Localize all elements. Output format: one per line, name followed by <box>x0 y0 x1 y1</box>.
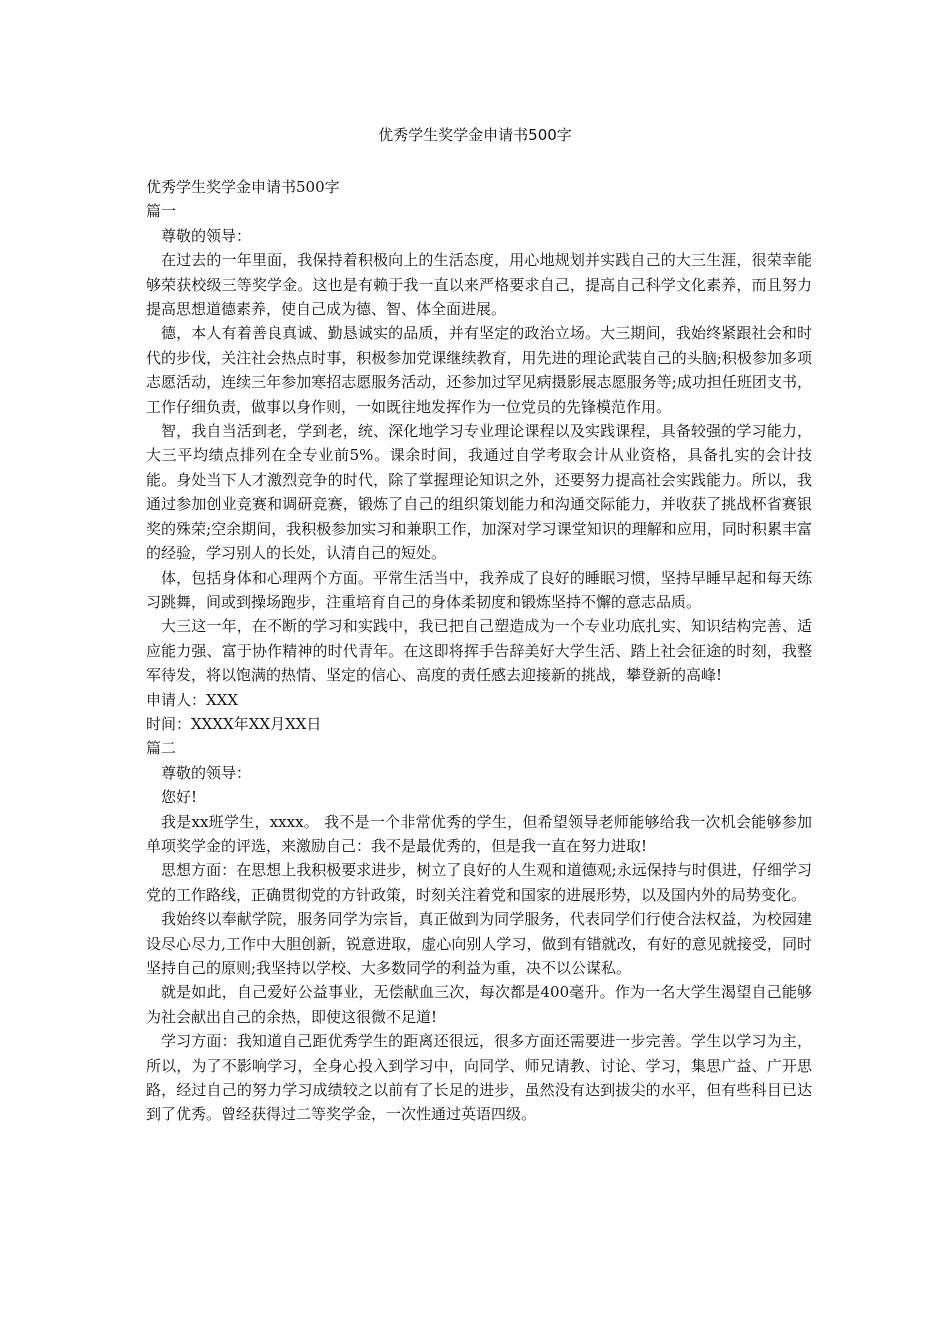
part2-paragraph: 我始终以奉献学院，服务同学为宗旨，真正做到为同学服务，代表同学们行使合法权益，为校园建设尽心尽力,工作中大胆创新，锐意进取，虚心向别人学习，做到有错就改，有好的意见就接受，同时坚持自己的原则;我坚持以学校、大多数同学的利益为重，决不以公谋私。 <box>146 910 812 977</box>
part1-paragraph: 在过去的一年里面，我保持着积极向上的生活态度，用心地规划并实践自己的大三生涯，很荣幸能够荣获校级三等奖学金。这也是有赖于我一直以来严格要求自己，提高自己科学文化素养，而且努力提高思想道德素养，使自己成为德、智、体全面进展。 <box>146 251 812 319</box>
applicant-line: 申请人：XXX <box>146 690 239 709</box>
part2-paragraph: 我是xx班学生，xxxx。 我不是一个非常优秀的学生，但希望领导老师能够给我一次机会能够参加单项奖学金的评选，来激励自己：我不是最优秀的，但是我一直在努力进取! <box>146 812 812 855</box>
part2-greeting: 您好! <box>161 788 198 807</box>
part2-salutation: 尊敬的领导： <box>161 763 252 782</box>
part2-heading: 篇二 <box>146 739 177 758</box>
part1-paragraph: 德，本人有着善良真诚、勤恳诚实的品质，并有坚定的政治立场。大三期间，我始终紧跟社会和时代的步伐，关注社会热点时事，积极参加党课继续教育，用先进的理论武装自己的头脑;积极参加多项志愿活动，连续三年参加寒招志愿服务活动，还参加过罕见病摄影展志愿服务等;成功担任班团支书，工作仔细负责，做事以身作则，一如既往地发挥作为一位党员的先锋模范作用。 <box>146 324 812 416</box>
part1-salutation: 尊敬的领导： <box>161 226 252 245</box>
part1-paragraph: 体，包括身体和心理两个方面。平常生活当中，我养成了良好的睡眠习惯，坚持早睡早起和每天练习跳舞，间或到操场跑步，注重培育自己的身体柔韧度和锻炼坚持不懈的意志品质。 <box>146 568 812 611</box>
part2-paragraph: 学习方面：我知道自己距优秀学生的距离还很远，很多方面还需要进一步完善。学生以学习为主，所以，为了不影响学习，全身心投入到学习中，向同学、师兄请教、讨论、学习，集思广益、广开思路，经过自己的努力学习成绩较之以前有了长足的进步，虽然没有达到拔尖的水平，但有些科目已达到了优秀。曾经获得过二等奖学金，一次性通过英语四级。 <box>146 1032 812 1124</box>
part1-paragraph: 大三这一年，在不断的学习和实践中，我已把自己塑造成为一个专业功底扎实、知识结构完善、适应能力强、富于协作精神的时代青年。在这即将挥手告辞美好大学生活、踏上社会征途的时刻，我整军待发，将以饱满的热情、坚定的信心、高度的责任感去迎接新的挑战，攀登新的高峰! <box>146 617 812 685</box>
part2-paragraph: 就是如此，自己爱好公益事业，无偿献血三次，每次都是400毫升。作为一名大学生渴望自己能够为社会献出自己的余热，即使这很微不足道! <box>146 983 812 1026</box>
part2-paragraph: 思想方面：在思想上我积极要求进步，树立了良好的人生观和道德观;永远保持与时俱进，仔细学习党的工作路线，正确贯彻党的方针政策，时刻关注着党和国家的进展形势，以及国内外的局势变化。 <box>146 861 812 904</box>
date-line: 时间：XXXX年XX月XX日 <box>146 714 322 733</box>
document-body <box>146 175 812 1127</box>
page-title: 优秀学生奖学金申请书500字 <box>378 126 572 144</box>
part1-paragraph: 智，我自当活到老，学到老，统、深化地学习专业理论课程以及实践课程，具备较强的学习能力，大三平均绩点排列在全专业前5%。课余时间，我通过自学考取会计从业资格，具备扎实的会计技能。身处当下人才激烈竞争的时代，除了掌握理论知识之外，还要努力提高社会实践能力。所以，我通过参加创业竞赛和调研竞赛，锻炼了自己的组织策划能力和沟通交际能力，并收获了挑战杯省赛银奖的殊荣;空余期间，我积极参加实习和兼职工作，加深对学习课堂知识的理解和应用，同时积累丰富的经验，学习别人的长处，认清自己的短处。 <box>146 422 812 563</box>
document-subtitle: 优秀学生奖学金申请书500字 <box>146 178 340 196</box>
part1-heading: 篇一 <box>146 202 177 221</box>
